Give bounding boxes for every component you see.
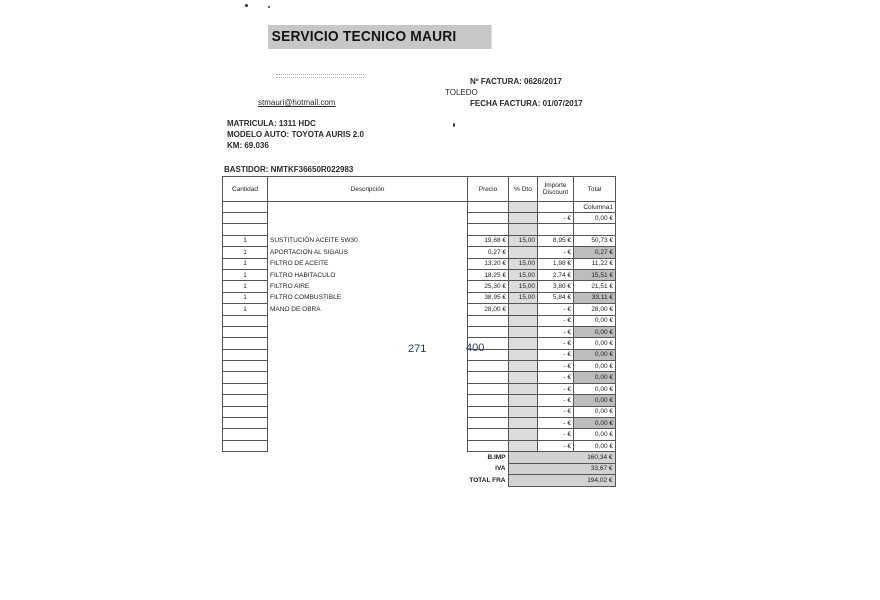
header-quantity: Cantidad — [223, 177, 268, 202]
cell-description — [268, 213, 468, 224]
cell-quantity — [223, 326, 268, 337]
cell-amount: - € — [538, 338, 574, 349]
cell-price — [468, 361, 509, 372]
cell-quantity: 1 — [223, 235, 268, 246]
cell-discount: 15,00 — [509, 258, 538, 269]
scan-speck — [268, 6, 270, 8]
cell-discount — [509, 213, 538, 224]
cell-discount: 15,00 — [509, 292, 538, 303]
table-header-row — [223, 177, 616, 202]
cell-discount — [509, 338, 538, 349]
cell-description — [268, 418, 468, 429]
cell-discount — [509, 315, 538, 326]
cell-amount — [538, 224, 574, 235]
table-row — [223, 418, 616, 429]
vehicle-model: MODELO AUTO: TOYOTA AURIS 2.0 — [227, 130, 364, 139]
cell-amount: 2,74 € — [538, 269, 574, 280]
invoice-number: Nº FACTURA: 0626/2017 — [470, 77, 562, 86]
cell-amount: - € — [538, 440, 574, 451]
cell-quantity — [223, 213, 268, 224]
cell-description: FILTRO HABITACULO — [268, 269, 468, 280]
table-row — [223, 281, 616, 292]
cell-total — [574, 224, 616, 235]
table-row — [223, 361, 616, 372]
header-description: Descripción — [268, 177, 468, 202]
totals-row-base — [462, 452, 615, 464]
cell-amount: - € — [538, 315, 574, 326]
cell-price: 28,00 € — [468, 304, 509, 315]
cell-total: 0,00 € — [574, 406, 616, 417]
cell-discount — [509, 395, 538, 406]
cell-price — [468, 315, 509, 326]
cell-price — [468, 383, 509, 394]
cell-price: 25,30 € — [468, 281, 509, 292]
cell-quantity — [223, 372, 268, 383]
cell-quantity — [223, 418, 268, 429]
cell-description — [268, 224, 468, 235]
totals-table — [462, 451, 616, 487]
cell-description — [268, 315, 468, 326]
total-value: 194,02 € — [508, 475, 615, 487]
cell-total: 0,00 € — [574, 338, 616, 349]
cell-discount — [509, 349, 538, 360]
cell-amount: - € — [538, 213, 574, 224]
totals-row-vat — [462, 463, 615, 475]
cell-price: 38,95 € — [468, 292, 509, 303]
cell-price — [468, 372, 509, 383]
cell-quantity — [223, 429, 268, 440]
cell-quantity: 1 — [223, 247, 268, 258]
cell-total: 0,00 € — [574, 326, 616, 337]
cell-discount: 15,00 — [509, 269, 538, 280]
subheader-total: Columna1 — [574, 202, 616, 213]
invoice-items-table — [222, 176, 616, 452]
vehicle-km: KM: 69.036 — [227, 141, 269, 150]
cell-price — [468, 406, 509, 417]
table-row — [223, 213, 616, 224]
table-row — [223, 258, 616, 269]
cell-amount: 3,80 € — [538, 281, 574, 292]
cell-quantity — [223, 361, 268, 372]
header-total: Total — [574, 177, 616, 202]
cell-description — [268, 395, 468, 406]
table-row — [223, 292, 616, 303]
cell-amount: 5,84 € — [538, 292, 574, 303]
total-label: TOTAL FRA — [469, 476, 506, 484]
cell-amount: - € — [538, 304, 574, 315]
cell-quantity — [223, 224, 268, 235]
cell-discount: 15,00 — [509, 281, 538, 292]
cell-quantity: 1 — [223, 258, 268, 269]
cell-total: 50,73 € — [574, 235, 616, 246]
cell-description: SUSTITUCIÓN ACEITE 5W30 — [268, 235, 468, 246]
cell-quantity: 1 — [223, 269, 268, 280]
base-label: B.IMP — [487, 453, 506, 461]
cell-discount: 15,00 — [509, 235, 538, 246]
table-row — [223, 326, 616, 337]
cell-description — [268, 326, 468, 337]
cell-price: 13,20 € — [468, 258, 509, 269]
cell-total: 0,00 € — [574, 349, 616, 360]
cell-description: MANO DE OBRA — [268, 304, 468, 315]
cell-amount: - € — [538, 383, 574, 394]
base-value: 160,34 € — [508, 452, 615, 464]
vehicle-plate: MATRICULA: 1311 HDC — [227, 119, 316, 128]
cell-amount: - € — [538, 372, 574, 383]
company-email: stmauri@hotmail.com — [258, 98, 336, 107]
cell-price: 18,25 € — [468, 269, 509, 280]
table-row — [223, 372, 616, 383]
cell-discount — [509, 406, 538, 417]
header-discount: % Dto — [509, 177, 538, 202]
cell-quantity — [223, 349, 268, 360]
cell-discount — [509, 418, 538, 429]
cell-discount — [509, 383, 538, 394]
table-row — [223, 315, 616, 326]
cell-quantity: 1 — [223, 304, 268, 315]
cell-discount — [509, 372, 538, 383]
cell-total: 0,00 € — [574, 395, 616, 406]
cell-amount: - € — [538, 326, 574, 337]
cell-total: 0,27 € — [574, 247, 616, 258]
vat-value: 33,67 € — [508, 463, 615, 475]
invoice-date: FECHA FACTURA: 01/07/2017 — [470, 99, 583, 108]
vehicle-chassis: BASTIDOR: NMTKF36650R022983 — [224, 165, 354, 174]
cell-price: 19,68 € — [468, 235, 509, 246]
cell-quantity — [223, 440, 268, 451]
cell-quantity — [223, 383, 268, 394]
table-row — [223, 429, 616, 440]
cell-quantity — [223, 338, 268, 349]
cell-total: 11,22 € — [574, 258, 616, 269]
cell-total: 33,11 € — [574, 292, 616, 303]
company-city: TOLEDO — [445, 88, 478, 97]
cell-total: 0,00 € — [574, 213, 616, 224]
cell-description — [268, 406, 468, 417]
cell-quantity: 1 — [223, 281, 268, 292]
cell-description: FILTRO AIRE — [268, 281, 468, 292]
cell-amount: - € — [538, 406, 574, 417]
cell-discount — [509, 247, 538, 258]
totals-row-total — [462, 475, 615, 487]
cell-price: 0,27 € — [468, 247, 509, 258]
cell-price — [468, 429, 509, 440]
overlay-number-right: 400 — [466, 342, 485, 354]
table-row — [223, 224, 616, 235]
table-row — [223, 406, 616, 417]
cell-price — [468, 418, 509, 429]
cell-quantity — [223, 315, 268, 326]
cell-discount — [509, 224, 538, 235]
table-row — [223, 440, 616, 451]
cell-amount: - € — [538, 418, 574, 429]
header-amount-line1: Importe — [544, 182, 567, 189]
cell-amount: 1,98 € — [538, 258, 574, 269]
cell-price — [468, 224, 509, 235]
cell-total: 0,00 € — [574, 361, 616, 372]
cell-description: APORTACION AL SIGAUS — [268, 247, 468, 258]
table-row — [223, 383, 616, 394]
table-row — [223, 247, 616, 258]
table-row — [223, 304, 616, 315]
table-row — [223, 235, 616, 246]
cell-description: FILTRO DE ACEITE — [268, 258, 468, 269]
cell-total: 0,00 € — [574, 418, 616, 429]
cell-description — [268, 440, 468, 451]
cell-discount — [509, 304, 538, 315]
cell-discount — [509, 326, 538, 337]
cell-quantity — [223, 395, 268, 406]
table-row — [223, 395, 616, 406]
cell-total: 0,00 € — [574, 315, 616, 326]
cell-total: 0,00 € — [574, 372, 616, 383]
header-amount — [538, 177, 574, 202]
cell-description — [268, 349, 468, 360]
vat-label: IVA — [495, 465, 506, 473]
cell-description — [268, 383, 468, 394]
cell-description — [268, 338, 468, 349]
cell-total: 0,00 € — [574, 383, 616, 394]
cell-price — [468, 213, 509, 224]
scan-speck — [245, 4, 248, 7]
cell-quantity: 1 — [223, 292, 268, 303]
header-amount-line2: Discount — [542, 189, 569, 196]
cell-description: FILTRO COMBUSTIBLE — [268, 292, 468, 303]
cell-price — [468, 326, 509, 337]
cell-amount: 8,95 € — [538, 235, 574, 246]
cell-price — [468, 440, 509, 451]
cell-description — [268, 429, 468, 440]
table-row — [223, 269, 616, 280]
company-name: SERVICIO TECNICO MAURI — [268, 25, 492, 49]
cell-discount — [509, 429, 538, 440]
cell-discount — [509, 440, 538, 451]
cell-total: 28,00 € — [574, 304, 616, 315]
cell-amount: - € — [538, 429, 574, 440]
cell-total: 15,51 € — [574, 269, 616, 280]
table-subheader-row — [223, 202, 616, 213]
cell-amount: - € — [538, 247, 574, 258]
header-price: Precio — [468, 177, 509, 202]
cell-price — [468, 395, 509, 406]
address-blur — [276, 74, 364, 78]
cell-amount: - € — [538, 395, 574, 406]
scan-speck — [453, 123, 455, 127]
overlay-number-left: 271 — [408, 343, 427, 355]
cell-quantity — [223, 406, 268, 417]
cell-total: 0,00 € — [574, 440, 616, 451]
cell-amount: - € — [538, 361, 574, 372]
cell-total: 21,51 € — [574, 281, 616, 292]
cell-description — [268, 372, 468, 383]
cell-total: 0,00 € — [574, 429, 616, 440]
cell-description — [268, 361, 468, 372]
cell-amount: - € — [538, 349, 574, 360]
cell-discount — [509, 361, 538, 372]
